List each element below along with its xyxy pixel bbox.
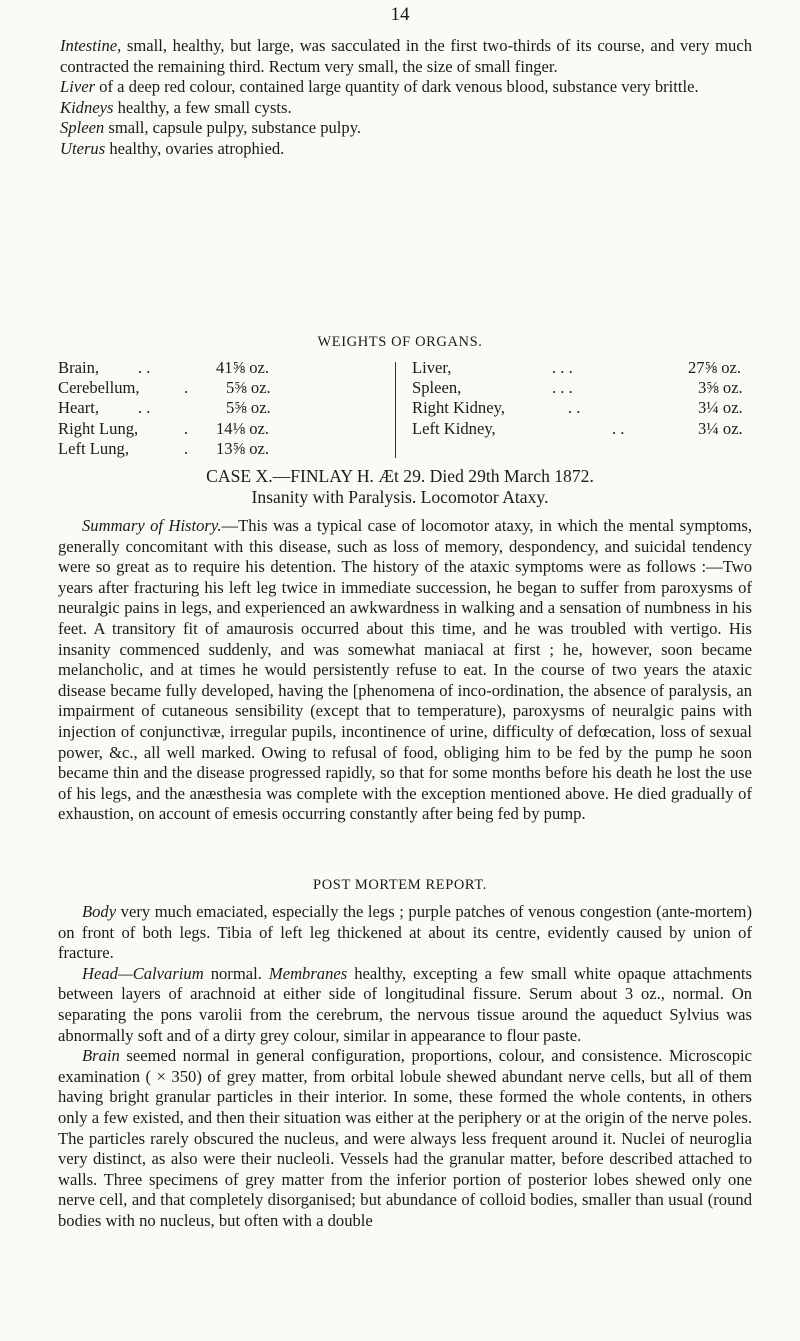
weight-row — [412, 419, 752, 439]
note-text: healthy, a few small cysts. — [113, 97, 292, 117]
weight-row — [412, 378, 752, 398]
note-term: Kidneys — [60, 97, 114, 117]
organ-name: Right Lung, — [58, 418, 139, 438]
organ-name: Cerebellum, — [58, 378, 140, 398]
organ-name: Brain, — [58, 358, 100, 377]
case-heading — [0, 466, 800, 508]
note-text: healthy, ovaries atrophied. — [105, 138, 285, 158]
leader-dots: . — [184, 438, 189, 458]
organ-name: Spleen, — [412, 378, 462, 398]
organ-name: Left Kidney, — [412, 418, 496, 438]
organ-weight: 3¼ oz. — [698, 398, 743, 418]
organ-notes — [58, 36, 752, 160]
weights-heading: WEIGHTS OF ORGANS. — [317, 334, 483, 350]
weight-row — [58, 439, 388, 459]
note-term: Liver — [60, 77, 96, 97]
intestine-note — [58, 36, 752, 77]
pm-text: very much emaciated, especially the legs ; purple patches of venous congestion (ante-mortem) on front of both legs. Tibia of left leg thickened at about its centre, evidently caused by union of fracture. — [58, 902, 752, 963]
leader-dots: . . . — [552, 378, 573, 398]
organ-weight: 5⅝ oz. — [226, 378, 271, 398]
summary-section — [58, 516, 752, 825]
post-mortem-heading: POST MORTEM REPORT. — [313, 877, 487, 893]
leader-dots: . . — [612, 418, 625, 438]
weight-row — [412, 358, 752, 378]
note-text: small, capsule pulpy, substance pulpy. — [104, 118, 362, 138]
weight-row — [412, 398, 752, 418]
organ-name: Right Kidney, — [412, 398, 505, 418]
pm-term: Brain — [82, 1046, 120, 1066]
uterus-note — [58, 139, 752, 160]
note-text: small, healthy, but large, was sacculated in the first two-thirds of its course, and very much contracted the remaining third. Rectum very small, the size of small finger. — [60, 36, 752, 76]
organ-weight: 5⅝ oz. — [226, 398, 271, 418]
weight-row — [58, 398, 388, 418]
organ-name: Liver, — [412, 358, 452, 377]
note-term: Spleen — [60, 118, 105, 138]
page-number: 14 — [390, 4, 410, 25]
organ-weight: 3⅝ oz. — [698, 378, 743, 398]
weight-row — [58, 358, 388, 378]
kidneys-note — [58, 98, 752, 119]
organ-weight: 41⅝ oz. — [216, 358, 269, 377]
pm-term: Head—Calvarium — [82, 963, 204, 983]
pm-text: normal. — [203, 963, 269, 983]
pm-term: Body — [82, 902, 117, 921]
organ-name: Left Lung, — [58, 438, 129, 458]
organ-name: Heart, — [58, 398, 99, 418]
pm-text: seemed normal in general configuration, proportions, colour, and consistence. Microscopic examination ( × 350) of grey matter, from orbital lobule shewed abundant nerve cells, but all of them having bright granular particles in their interior. In some, these formed the whole contents, in others only a few existed, and then their situation was either at the periphery or at the origin of the nerve poles. The particles rarely obscured the nucleus, and were always less frequent around it. Nuclei of neuroglia very distinct, as also were their nucleoli. Vessels had the granular matter, before described attached to walls. Three specimens of grey matter from the inferior portion of posterior lobes shewed only one nerve cell, and that completely disorganised; but abundance of colloid bodies, smaller than usual (round bodies with no nucleus, but often with a double — [58, 1046, 752, 1230]
weights-right-column — [412, 358, 752, 439]
note-term: Uterus — [60, 138, 106, 158]
weights-left-column — [58, 358, 388, 459]
weight-row — [58, 378, 388, 398]
leader-dots: . . — [568, 398, 581, 418]
case-diagnosis: Insanity with Paralysis. Locomotor Ataxy. — [251, 487, 549, 507]
head-paragraph — [58, 964, 752, 1046]
organ-weight: 3¼ oz. — [698, 418, 743, 438]
leader-dots: . — [184, 378, 189, 398]
note-text: of a deep red colour, contained large quantity of dark venous blood, substance very brittle. — [95, 77, 699, 97]
note-term: Intestine, — [60, 36, 122, 55]
organ-weight: 13⅝ oz. — [216, 438, 269, 458]
table-divider — [395, 362, 396, 458]
organ-weight: 27⅝ oz. — [688, 358, 741, 377]
liver-note — [58, 77, 752, 98]
organ-weight: 14⅛ oz. — [216, 418, 269, 438]
leader-dots: . — [184, 418, 189, 438]
summary-paragraph — [58, 516, 752, 825]
body-paragraph — [58, 902, 752, 964]
leader-dots: . . — [138, 358, 151, 377]
pm-text: healthy, excepting a few small white opaque attachments between layers of arachnoid at either side of longitudinal fissure. Serum about 3 oz., normal. On separating the pons varolii from the cerebrum, the nervous tissue around the aqueduct Sylvius was abnormally soft and of a dirty grey colour, similar in appearance to flour paste. — [58, 963, 752, 1045]
pm-term: Membranes — [268, 963, 348, 983]
spleen-note — [58, 118, 752, 139]
case-title: CASE X.—FINLAY H. Æt 29. Died 29th March 1872. — [206, 466, 594, 486]
post-mortem-section — [58, 902, 752, 1232]
brain-paragraph — [58, 1046, 752, 1231]
weight-row — [58, 419, 388, 439]
summary-text: —This was a typical case of locomotor ataxy, in which the mental symptoms, generally concomitant with this disease, such as loss of memory, despondency, and suicidal tendency were so great as to require his detention. The history of the ataxic symptoms were as follows :—Two years after fracturing his left leg twice in immediate succession, he began to suffer from paroxysms of neuralgic pains in legs, and experienced an awkwardness in walking and a sensation of numbness in his feet. A transitory fit of amaurosis occurred about this time, and he was troubled with vertigo. His insanity commenced suddenly, and was somewhat maniacal at first ; he, however, soon became melancholic, and at times he would persistently refuse to eat. In the course of two years the ataxic disease became fully developed, having the [phenomena of inco-ordination, the absence of paralysis, an impairment of cutaneous sensibility (except that to temperature), paroxysms of neuralgic pains with injection of conjunctivæ, irregular pupils, incontinence of urine, difficulty of defœcation, loss of sexual power, &c., all well marked. Owing to refusal of food, obliging him to be fed by the pump he soon became thin and the disease progressed rapidly, so that for some months before his death he lost the use of his legs, and the anæsthesia was complete with the exception mentioned above. He died gradually of exhaustion, on account of emesis occurring constantly after being fed by pump. — [58, 516, 752, 824]
summary-term: Summary of History. — [82, 516, 222, 535]
leader-dots: . . . — [552, 358, 573, 377]
leader-dots: . . — [138, 398, 151, 418]
